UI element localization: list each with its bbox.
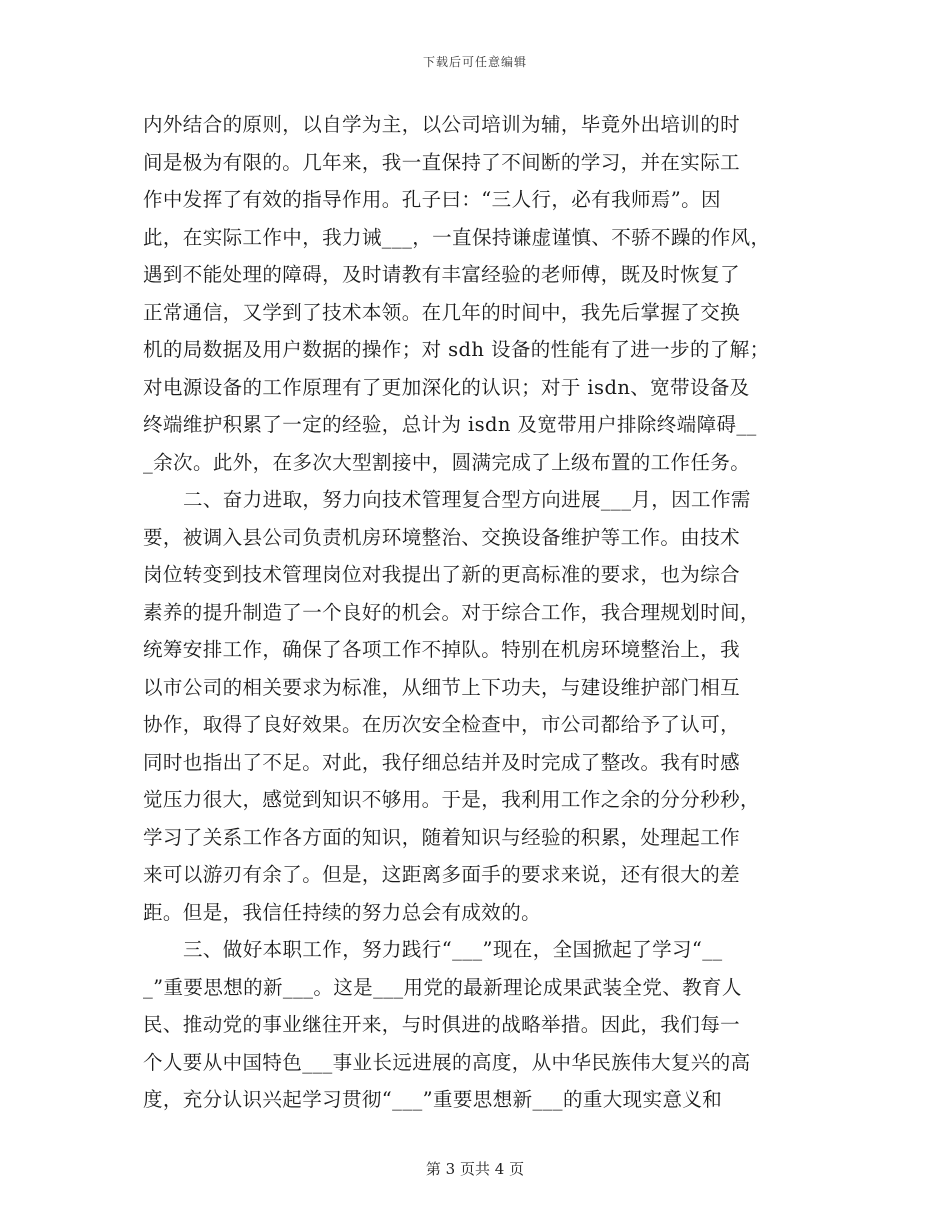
page-footer: 第 3 页共 4 页 [425, 1160, 525, 1178]
body-line: 来可以游刃有余了。但是，这距离多面手的要求来说，还有很大的差 [143, 863, 741, 886]
body-line: 要，被调入县公司负责机房环境整治、交换设备维护等工作。由技术 [143, 525, 741, 549]
body-line: 度，充分认识兴起学习贯彻“___”重要思想新___的重大现实意义和 [143, 1088, 723, 1111]
body-line: 协作，取得了良好效果。在历次安全检查中，市公司都给予了认可， [143, 713, 741, 736]
section-heading-line: 三、做好本职工作，努力践行“___”现在，全国掀起了学习“__ [183, 938, 723, 961]
body-line: 此，在实际工作中，我力诫___，一直保持谦虚谨慎、不骄不躁的作风， [143, 225, 771, 249]
body-line: 统筹安排工作，确保了各项工作不掉队。特别在机房环境整治上，我 [143, 638, 741, 661]
body-line: 间是极为有限的。几年来，我一直保持了不间断的学习，并在实际工 [143, 150, 741, 174]
page-header: 下载后可任意编辑 [422, 55, 527, 69]
body-line: 岗位转变到技术管理岗位对我提出了新的更高标准的要求，也为综合 [143, 563, 741, 586]
body-line: 个人要从中国特色___事业长远进展的高度，从中华民族伟大复兴的高 [143, 1050, 751, 1074]
body-line: 觉压力很大，感觉到知识不够用。于是，我利用工作之余的分分秒秒， [143, 788, 760, 811]
document-body [143, 106, 813, 1119]
body-line: 以市公司的相关要求为标准，从细节上下功夫，与建设维护部门相互 [143, 675, 741, 699]
body-line: 终端维护积累了一定的经验，总计为 isdn 及宽带用户排除终端障碍__ [143, 413, 757, 436]
body-line: 距。但是，我信任持续的努力总会有成效的。 [143, 900, 542, 924]
body-line: _”重要思想的新___。这是___用党的最新理论成果武装全党、教育人 [143, 975, 742, 999]
body-line: 作中发挥了有效的指导作用。孔子曰：“三人行，必有我师焉”。因 [143, 188, 721, 211]
body-line: 民、推动党的事业继往开来，与时俱进的战略举措。因此，我们每一 [143, 1013, 741, 1036]
body-line: 机的局数据及用户数据的操作；对 sdh 设备的性能有了进一步的了解； [143, 338, 770, 361]
body-line: 对电源设备的工作原理有了更加深化的认识；对于 isdn、宽带设备及 [143, 375, 750, 399]
body-line: 同时也指出了不足。对此，我仔细总结并及时完成了整改。我有时感 [143, 750, 741, 774]
body-line: 遇到不能处理的障碍，及时请教有丰富经验的老师傅，既及时恢复了 [143, 263, 741, 286]
body-line: _余次。此外，在多次大型割接中，圆满完成了上级布置的工作任务。 [143, 450, 751, 474]
body-line: 学习了关系工作各方面的知识，随着知识与经验的积累，处理起工作 [143, 825, 741, 849]
body-line: 素养的提升制造了一个良好的机会。对于综合工作，我合理规划时间， [143, 600, 760, 624]
body-line: 正常通信，又学到了技术本领。在几年的时间中，我先后掌握了交换 [143, 300, 741, 324]
section-heading-line: 二、奋力进取，努力向技术管理复合型方向进展___月，因工作需 [183, 488, 751, 511]
body-line: 内外结合的原则，以自学为主，以公司培训为辅，毕竟外出培训的时 [143, 113, 741, 136]
